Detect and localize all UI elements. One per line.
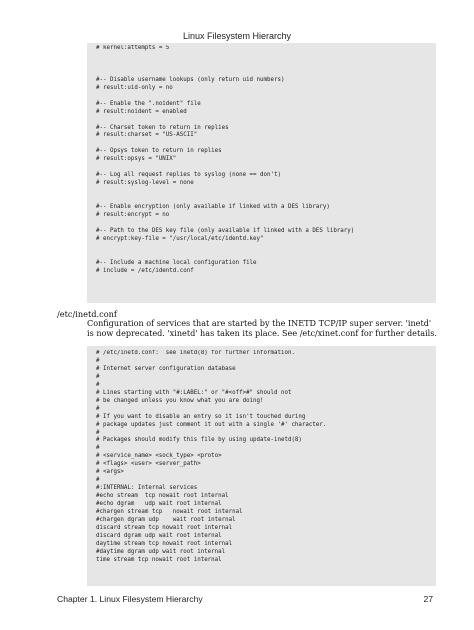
page-header-title: Linux Filesystem Hierarchy (182, 31, 292, 41)
footer-page-number: 27 (423, 594, 433, 604)
code-block-identd-text: # kernel:attempts = 5 #-- Disable username lookups (only return uid numbers) # result:uid-only = no #-- Enable the ".noident" file # result:noident = enabled #-- Charset token to return in replies # result:charset = "US-ASCII" #-- Opsys token to return in replies # result:opsys = "UNIX" #-- Log all request replies to syslog (none == don't) # result:syslog-level = none #-- Enable encryption (only available if linked with a DES library) # result:encrypt = no #-- Path to the DES key file (only available if linked with a DES library) # encrypt:key-file = "/usr/local/etc/identd.key" #-- Include a machine local configuration file # include = /etc/identd.conf (96, 45, 355, 274)
code-block-inetd-config (87, 346, 436, 586)
code-block-inetd-text: # /etc/inetd.conf: see inetd(8) for further information. # # Internet server configuration database # # # Lines starting with "#:LABEL:" or "#<off>#" should not # be changed unless you know what you are doing! # # If you want to disable an entry so it isn't touched during # package updates just comment it out with a single '#' character. # # Packages should modify this file by using update-inetd(8) # # <service_name> <sock_type> <proto> # <flags> <user> <server_path> # <args> # #:INTERNAL: Internal services #echo stream tcp nowait root internal #echo dgram udp wait root internal #chargen stream tcp nowait root internal #chargen dgram udp wait root internal discard stream tcp nowait root internal discard dgram udp wait root internal daytime stream tcp nowait root internal #daytime dgram udp wait root internal time stream tcp nowait root internal (96, 350, 327, 563)
entry-term: /etc/inetd.conf (57, 309, 117, 319)
code-block-identd-config (87, 43, 436, 303)
entry-description: Configuration of services that are started by the INETD TCP/IP super server. 'inetd' is now deprecated. 'xinetd' has taken its place. See /etc/xinet.conf for further details. (87, 318, 437, 339)
footer-chapter: Chapter 1. Linux Filesystem Hierarchy (57, 594, 203, 604)
